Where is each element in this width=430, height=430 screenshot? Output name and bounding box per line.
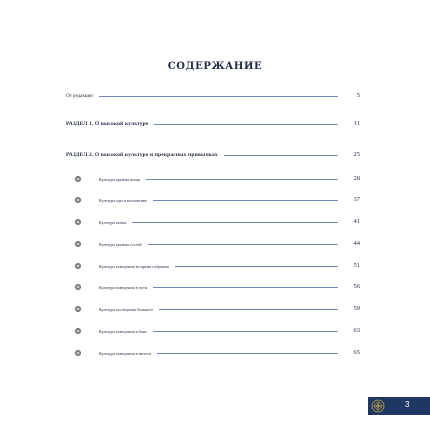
toc-subentry-label: Культура питья [99, 220, 127, 225]
toc-subentry-label: Культура поведения в мечети [99, 351, 152, 356]
toc-subentry[interactable] [99, 305, 360, 312]
toc-entry-from-editors[interactable] [66, 92, 360, 99]
toc-entry-page: 25 [353, 151, 360, 158]
ornament-emblem-icon [371, 399, 385, 413]
toc-leader-line [157, 353, 338, 354]
toc-subentry-page: 41 [353, 218, 360, 225]
toc-leader-line [175, 266, 338, 267]
bullet-ornament-icon [75, 197, 81, 203]
toc-subentry[interactable] [99, 175, 360, 182]
toc-subentry-page: 65 [353, 349, 360, 356]
page-number-badge [368, 397, 430, 415]
toc-entry-section-1[interactable] [66, 120, 360, 127]
toc-subentry-page: 63 [353, 327, 360, 334]
toc-subentry-label: Культура посещения больного [99, 307, 154, 312]
bullet-ornament-icon [75, 241, 81, 247]
toc-subentry-page: 51 [353, 262, 360, 269]
toc-entry-section-2[interactable] [66, 151, 360, 158]
page-number: 3 [405, 400, 410, 409]
toc-leader-line [146, 179, 338, 180]
bullet-ornament-icon [75, 176, 81, 182]
toc-entry-label: РАЗДЕЛ 2. О высокой культуре и прекрасных привычках [66, 152, 218, 158]
bullet-ornament-icon [75, 350, 81, 356]
toc-subentry-page: 28 [353, 175, 360, 182]
bullet-ornament-icon [75, 263, 81, 269]
toc-subentry-label: Культура поведения в бане [99, 329, 147, 334]
toc-leader-line [153, 331, 338, 332]
toc-leader-line [153, 287, 338, 288]
toc-leader-line [154, 124, 338, 125]
toc-subentry-label: Культура еды в коллективе [99, 198, 147, 203]
bullet-ornament-icon [75, 328, 81, 334]
toc-subentry-label: Культура поведения во время собрания [99, 264, 169, 269]
toc-subentry-page: 59 [353, 305, 360, 312]
toc-subentry[interactable] [99, 327, 360, 334]
toc-leader-line [153, 200, 338, 201]
toc-subentry-label: Культура поведения в пути [99, 285, 148, 290]
toc-leader-line [99, 96, 338, 97]
toc-subentry-page: 37 [353, 196, 360, 203]
toc-subentry[interactable] [99, 196, 360, 203]
toc-subentry-page: 44 [353, 240, 360, 247]
toc-leader-line [148, 244, 338, 245]
bullet-ornament-icon [75, 284, 81, 290]
toc-entry-page: 5 [356, 92, 360, 99]
toc-leader-line [224, 155, 338, 156]
bullet-ornament-icon [75, 306, 81, 312]
toc-subentry-label: Культура приёма пищи [99, 177, 141, 182]
toc-subentry[interactable] [99, 262, 360, 269]
toc-leader-line [132, 222, 338, 223]
bullet-ornament-icon [75, 219, 81, 225]
toc-subentry-page: 56 [353, 283, 360, 290]
toc-entry-label: РАЗДЕЛ 1. О высокой культуре [66, 121, 149, 127]
toc-subentry[interactable] [99, 218, 360, 225]
toc-subentry[interactable] [99, 240, 360, 247]
toc-subentry[interactable] [99, 349, 360, 356]
toc-entry-label: От редакции [66, 94, 93, 99]
toc-subentry-label: Культура приёма гостей [99, 242, 142, 247]
toc-entry-page: 11 [353, 120, 360, 127]
toc-subentry[interactable] [99, 283, 360, 290]
page-title: СОДЕРЖАНИЕ [167, 61, 263, 72]
toc-leader-line [159, 309, 338, 310]
